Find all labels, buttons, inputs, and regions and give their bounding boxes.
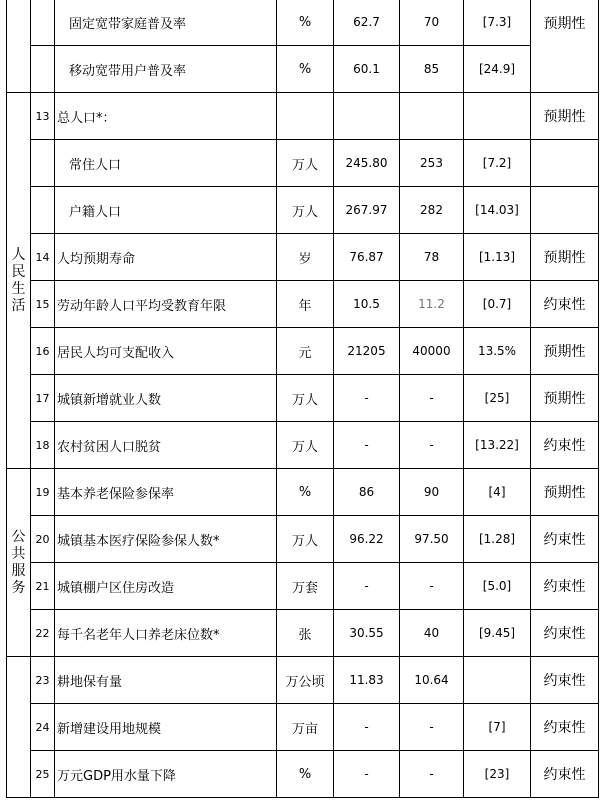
- base-value: 76.87: [334, 234, 400, 281]
- growth-value: [14.03]: [464, 187, 531, 234]
- table-row: [7, 328, 599, 375]
- table-row: [7, 422, 599, 469]
- indicator-unit: 万人: [277, 422, 334, 469]
- indicator-attribute: 预期性: [531, 93, 599, 140]
- target-value: 40000: [400, 328, 464, 375]
- row-number: 13: [31, 93, 55, 140]
- growth-value: [7]: [464, 704, 531, 751]
- table-row: [7, 187, 599, 234]
- indicator-unit: 元: [277, 328, 334, 375]
- indicator-attribute: 约束性: [531, 610, 599, 657]
- indicator-unit: 万公顷: [277, 657, 334, 704]
- category-cell-bottom: [7, 657, 31, 798]
- indicator-unit: 张: [277, 610, 334, 657]
- indicator-name: 移动宽带用户普及率: [55, 46, 277, 93]
- base-value: -: [334, 704, 400, 751]
- target-value: 11.2: [400, 281, 464, 328]
- indicator-unit: %: [277, 0, 334, 46]
- indicator-attribute: 约束性: [531, 281, 599, 328]
- indicator-name: 城镇基本医疗保险参保人数*: [55, 516, 277, 563]
- growth-value: [7.2]: [464, 140, 531, 187]
- category-char: 民: [11, 263, 26, 280]
- growth-value: [5.0]: [464, 563, 531, 610]
- base-value: -: [334, 563, 400, 610]
- row-number: 17: [31, 375, 55, 422]
- category-char: 服: [11, 562, 26, 579]
- base-value: 267.97: [334, 187, 400, 234]
- target-value: 97.50: [400, 516, 464, 563]
- table-row: [7, 516, 599, 563]
- indicator-name: 城镇新增就业人数: [55, 375, 277, 422]
- indicator-name: 基本养老保险参保率: [55, 469, 277, 516]
- row-number: 20: [31, 516, 55, 563]
- category-char: 务: [11, 579, 26, 596]
- target-value: 90: [400, 469, 464, 516]
- row-number: 15: [31, 281, 55, 328]
- target-value: -: [400, 751, 464, 798]
- table-row: [7, 46, 599, 93]
- target-value: -: [400, 563, 464, 610]
- row-number: 23: [31, 657, 55, 704]
- indicator-unit: 万亩: [277, 704, 334, 751]
- indicator-unit: 万人: [277, 187, 334, 234]
- growth-value: [25]: [464, 375, 531, 422]
- category-people-life: [7, 93, 31, 469]
- target-value: 78: [400, 234, 464, 281]
- base-value: 86: [334, 469, 400, 516]
- growth-value: [464, 657, 531, 704]
- indicator-name: 总人口*：: [55, 93, 277, 140]
- indicator-unit: %: [277, 46, 334, 93]
- table-row: [7, 704, 599, 751]
- row-number: 19: [31, 469, 55, 516]
- target-value: 70: [400, 0, 464, 46]
- indicator-name: 农村贫困人口脱贫: [55, 422, 277, 469]
- indicator-attribute: 约束性: [531, 516, 599, 563]
- indicator-attribute: 预期性: [531, 469, 599, 516]
- indicator-unit: %: [277, 469, 334, 516]
- table-row: [7, 281, 599, 328]
- indicator-name: 人均预期寿命: [55, 234, 277, 281]
- table-row: [7, 469, 599, 516]
- target-value: [400, 93, 464, 140]
- growth-value: [0.7]: [464, 281, 531, 328]
- indicator-name: 常住人口: [55, 140, 277, 187]
- row-number: 22: [31, 610, 55, 657]
- base-value: [334, 93, 400, 140]
- table-row: [7, 0, 599, 46]
- target-value: 253: [400, 140, 464, 187]
- row-number: [31, 187, 55, 234]
- indicator-name: 居民人均可支配收入: [55, 328, 277, 375]
- indicator-name: 每千名老年人口养老床位数*: [55, 610, 277, 657]
- row-number: 25: [31, 751, 55, 798]
- base-value: 60.1: [334, 46, 400, 93]
- indicator-name: 城镇棚户区住房改造: [55, 563, 277, 610]
- indicator-attribute: 预期性: [531, 375, 599, 422]
- row-number: 14: [31, 234, 55, 281]
- target-value: 282: [400, 187, 464, 234]
- indicator-unit: 万人: [277, 375, 334, 422]
- base-value: -: [334, 751, 400, 798]
- indicator-name: 新增建设用地规模: [55, 704, 277, 751]
- indicator-name: 耕地保有量: [55, 657, 277, 704]
- indicator-attribute: 预期性: [531, 328, 599, 375]
- row-number: 16: [31, 328, 55, 375]
- indicator-name: 万元GDP用水量下降: [55, 751, 277, 798]
- base-value: -: [334, 375, 400, 422]
- growth-value: [7.3]: [464, 0, 531, 46]
- table-row: [7, 563, 599, 610]
- growth-value: [24.9]: [464, 46, 531, 93]
- indicator-unit: %: [277, 751, 334, 798]
- base-value: 11.83: [334, 657, 400, 704]
- growth-value: [464, 93, 531, 140]
- target-value: 40: [400, 610, 464, 657]
- target-value: 85: [400, 46, 464, 93]
- base-value: 30.55: [334, 610, 400, 657]
- indicator-unit: 万套: [277, 563, 334, 610]
- indicator-unit: 万人: [277, 516, 334, 563]
- indicator-attribute: 约束性: [531, 704, 599, 751]
- indicator-attribute: 约束性: [531, 657, 599, 704]
- row-number: [31, 46, 55, 93]
- indicator-name: 劳动年龄人口平均受教育年限: [55, 281, 277, 328]
- base-value: 62.7: [334, 0, 400, 46]
- base-value: 96.22: [334, 516, 400, 563]
- indicator-attribute: [531, 140, 599, 187]
- row-number: 18: [31, 422, 55, 469]
- category-char: 共: [11, 545, 26, 562]
- indicator-attribute: 约束性: [531, 422, 599, 469]
- category-char: 公: [11, 528, 26, 545]
- indicator-unit: [277, 93, 334, 140]
- indicator-table: [6, 0, 599, 798]
- table-row: [7, 610, 599, 657]
- indicator-unit: 岁: [277, 234, 334, 281]
- table-row: [7, 93, 599, 140]
- target-value: -: [400, 375, 464, 422]
- indicator-attribute: 预期性: [531, 0, 599, 93]
- growth-value: [1.28]: [464, 516, 531, 563]
- table-row: [7, 234, 599, 281]
- indicator-attribute: 预期性: [531, 234, 599, 281]
- growth-value: 13.5%: [464, 328, 531, 375]
- table-row: [7, 375, 599, 422]
- category-char: 生: [11, 280, 26, 297]
- indicator-attribute: [531, 187, 599, 234]
- growth-value: [13.22]: [464, 422, 531, 469]
- growth-value: [4]: [464, 469, 531, 516]
- growth-value: [9.45]: [464, 610, 531, 657]
- target-value: -: [400, 422, 464, 469]
- row-number: [31, 0, 55, 46]
- target-value: 10.64: [400, 657, 464, 704]
- base-value: 21205: [334, 328, 400, 375]
- base-value: 245.80: [334, 140, 400, 187]
- base-value: 10.5: [334, 281, 400, 328]
- indicator-name: 固定宽带家庭普及率: [55, 0, 277, 46]
- table-row: [7, 140, 599, 187]
- table-row: [7, 751, 599, 798]
- indicator-attribute: 约束性: [531, 751, 599, 798]
- table-row: [7, 657, 599, 704]
- indicator-name: 户籍人口: [55, 187, 277, 234]
- growth-value: [1.13]: [464, 234, 531, 281]
- category-char: 人: [11, 246, 26, 263]
- growth-value: [23]: [464, 751, 531, 798]
- row-number: 21: [31, 563, 55, 610]
- indicator-unit: 万人: [277, 140, 334, 187]
- row-number: [31, 140, 55, 187]
- target-value: -: [400, 704, 464, 751]
- row-number: 24: [31, 704, 55, 751]
- category-cell-top: [7, 0, 31, 93]
- base-value: -: [334, 422, 400, 469]
- indicator-attribute: 约束性: [531, 563, 599, 610]
- indicator-unit: 年: [277, 281, 334, 328]
- category-char: 活: [11, 297, 26, 314]
- category-public-service: [7, 469, 31, 657]
